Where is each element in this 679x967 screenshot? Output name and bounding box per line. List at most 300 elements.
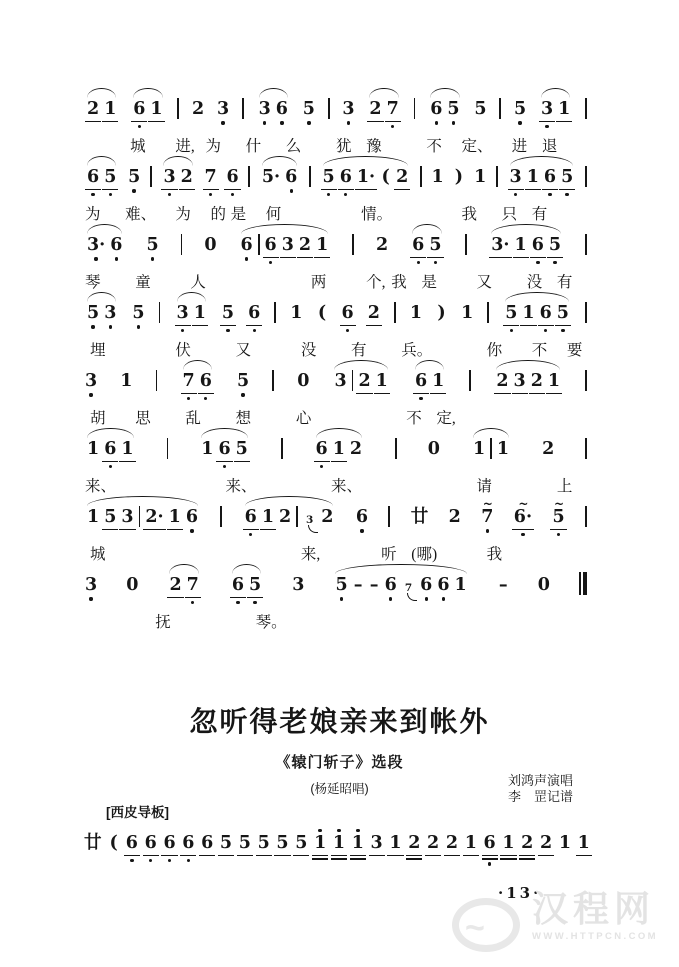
- note-number: 1·: [356, 167, 376, 187]
- final-barline-thick: [583, 572, 587, 595]
- beam-underline: [131, 121, 147, 123]
- note-below-marks: [340, 187, 352, 202]
- note-below-marks: [342, 323, 354, 338]
- note: [557, 292, 569, 338]
- note: [146, 224, 158, 270]
- note-number: 6: [341, 303, 354, 323]
- note-number: 3: [281, 235, 294, 255]
- note-below-marks: [387, 119, 399, 134]
- note: [297, 360, 309, 406]
- note: [220, 822, 232, 868]
- note-below-marks: [455, 595, 467, 610]
- octave-dot-above: [356, 829, 359, 832]
- note-below-marks: [473, 459, 485, 474]
- note-number: 1: [522, 303, 535, 323]
- lyrics-row: [85, 406, 587, 428]
- lyric-syllable: 定、: [461, 138, 493, 155]
- octave-dot-below: [138, 125, 141, 128]
- beam-underline: [530, 257, 546, 259]
- note-below-marks: [376, 391, 388, 406]
- note: [303, 88, 315, 134]
- note-number: 1: [150, 99, 163, 119]
- note-below-marks: [498, 595, 509, 610]
- beam-underline: [550, 529, 566, 531]
- beam-underline: [394, 189, 410, 191]
- note-number: 2: [408, 833, 421, 853]
- note-number: 2: [427, 833, 440, 853]
- lyric-syllable: 请: [476, 478, 493, 495]
- note-number: 0: [204, 235, 217, 255]
- beam-underline: [340, 325, 356, 327]
- beam-underline: [199, 855, 215, 857]
- note-below-marks: [446, 853, 458, 868]
- note: [369, 564, 380, 610]
- note-number: 6: [285, 167, 298, 187]
- note: [241, 224, 253, 270]
- beam-underline: [180, 855, 196, 857]
- note-number: 2: [87, 99, 100, 119]
- note-below-marks: [430, 119, 442, 134]
- note-below-marks: [531, 391, 543, 406]
- note: [412, 224, 424, 270]
- octave-dot-above: [337, 829, 340, 832]
- octave-dot-below: [209, 193, 212, 196]
- note: [334, 360, 346, 406]
- note-below-marks: [453, 187, 464, 202]
- barline: [395, 438, 397, 459]
- slur-group: [239, 224, 331, 270]
- beam-underline: [519, 855, 535, 857]
- lyric-syllable: 不: [406, 410, 422, 427]
- slur-group: [181, 360, 214, 406]
- note-number: 1: [121, 439, 134, 459]
- note-below-marks: [465, 853, 477, 868]
- beam-underline: [331, 461, 347, 463]
- note: [321, 496, 333, 542]
- note-below-marks: [514, 119, 526, 134]
- note-below-marks: [314, 853, 326, 868]
- beam-underline: [247, 597, 263, 599]
- lyric-syllable: 来,: [300, 546, 321, 563]
- lyric-syllable: 上: [556, 478, 573, 495]
- note-number: 1: [432, 371, 445, 391]
- slur-group: [85, 428, 136, 474]
- note-below-marks: [217, 119, 229, 134]
- note-number: 0: [297, 371, 310, 391]
- note-number: 3: [258, 99, 271, 119]
- octave-dot-below: [536, 261, 539, 264]
- beam-underline: [556, 121, 572, 123]
- octave-dot-below: [419, 397, 422, 400]
- tremolo-mark: ~: [554, 497, 564, 511]
- note: [544, 156, 556, 202]
- note: [205, 156, 217, 202]
- note: [104, 156, 116, 202]
- note: [548, 360, 560, 406]
- note-below-marks: [561, 187, 573, 202]
- octave-dot-below: [389, 597, 392, 600]
- notes-row: [85, 360, 587, 406]
- lyric-syllable: 心: [295, 410, 312, 427]
- note-number: 1: [547, 371, 561, 391]
- note-below-marks: [150, 119, 162, 134]
- note: [133, 88, 145, 134]
- music-line: [84, 822, 590, 890]
- note: [169, 496, 181, 542]
- note-number: 7: [204, 167, 217, 187]
- note-below-marks: [126, 853, 138, 868]
- note: [248, 292, 260, 338]
- octave-dot-below: [149, 859, 152, 862]
- barline: [281, 438, 283, 459]
- beam-underline: [463, 855, 479, 857]
- note-number: 6: [244, 507, 257, 527]
- lyrics-row: [85, 134, 587, 156]
- note-number: 6: [315, 439, 328, 459]
- note-number: 5: [104, 507, 117, 527]
- slur-group: [257, 88, 290, 134]
- lyrics-row: [85, 610, 587, 632]
- note: [491, 224, 509, 270]
- note-number: 5: [87, 303, 100, 323]
- slur-group: [175, 292, 208, 338]
- octave-dot-below: [109, 193, 112, 196]
- octave-dot-below: [190, 529, 193, 532]
- barline: [159, 302, 161, 323]
- lyric-syllable: 城: [130, 138, 146, 155]
- note-below-marks: [389, 853, 401, 868]
- watermark-name: 汉程网: [532, 888, 656, 929]
- note: [497, 428, 509, 474]
- note: [538, 564, 550, 610]
- slur-group: [494, 360, 562, 406]
- octave-dot-below: [435, 121, 438, 124]
- beam-underline: [520, 325, 536, 327]
- note-number: 3: [85, 575, 98, 595]
- beam-underline: [216, 461, 232, 463]
- note-number: 2: [367, 303, 380, 323]
- note-below-marks: [201, 459, 213, 474]
- note: [540, 292, 552, 338]
- beam-underline: [263, 257, 279, 259]
- note-below-marks: [295, 853, 307, 868]
- note: [411, 496, 429, 542]
- note-below-marks: [538, 595, 550, 610]
- lyric-syllable: 是: [421, 274, 437, 291]
- note-number: 1: [193, 303, 206, 323]
- note-below-marks: [540, 323, 552, 338]
- note: [455, 564, 467, 610]
- note-below-marks: [481, 527, 493, 542]
- note: [186, 496, 198, 542]
- note: [192, 88, 204, 134]
- octave-dot-below: [241, 393, 244, 396]
- note-below-marks: [248, 323, 260, 338]
- octave-dot-below: [417, 261, 420, 264]
- note: [429, 224, 441, 270]
- note: [121, 428, 133, 474]
- note-below-marks: [218, 459, 230, 474]
- slur-group: [85, 224, 124, 270]
- lyric-syllable: 城: [90, 546, 106, 563]
- note: [502, 822, 514, 868]
- note: [276, 88, 288, 134]
- note-below-marks: [133, 119, 145, 134]
- lyric-syllable: 何: [265, 206, 282, 223]
- slur-group: [410, 224, 443, 270]
- barline: [585, 234, 587, 255]
- note-number: ): [454, 167, 464, 187]
- singer-note: (杨延昭唱): [310, 782, 369, 796]
- slur-group: [260, 156, 299, 202]
- beam-underline: [500, 855, 516, 857]
- note: [350, 428, 362, 474]
- beam-underline: [338, 189, 354, 191]
- note-number: 2: [496, 371, 509, 391]
- note-number: 6: [355, 507, 369, 527]
- note-below-marks: [262, 187, 280, 202]
- lyric-syllable: 定,: [436, 410, 456, 427]
- note-below-marks: [258, 853, 270, 868]
- beam-underline: [102, 529, 118, 531]
- lyric-syllable: 我: [461, 206, 478, 223]
- note-below-marks: [237, 391, 249, 406]
- note-number: 6: [414, 371, 428, 391]
- note: [295, 822, 307, 868]
- watermark-text: [532, 888, 658, 942]
- barline: [177, 98, 179, 119]
- note-below-marks: [321, 527, 333, 542]
- lyric-syllable: 抚: [155, 614, 171, 631]
- note-below-marks: [527, 187, 539, 202]
- note-below-marks: [259, 119, 271, 134]
- beam-underline: [243, 529, 259, 531]
- octave-dot-below: [91, 325, 94, 328]
- credit-notator: 李 罡记谱: [508, 788, 574, 804]
- lyric-syllable: 胡: [90, 410, 106, 427]
- note: [481, 496, 493, 542]
- note-below-marks: [169, 595, 181, 610]
- beam-underline: [230, 597, 246, 599]
- note-number: 6: [483, 833, 496, 853]
- note-number: 5: [561, 167, 574, 187]
- note-number: 5: [429, 235, 442, 255]
- beam-underline: [406, 855, 422, 857]
- note-number: 2: [369, 99, 382, 119]
- note-below-marks: [236, 459, 248, 474]
- note-below-marks: [376, 255, 388, 270]
- note: [389, 822, 401, 868]
- notes-row: [85, 292, 587, 338]
- note-below-marks: [85, 391, 97, 406]
- note: [104, 428, 116, 474]
- note-number: 3·: [491, 235, 510, 255]
- barline: [465, 234, 467, 255]
- lyric-syllable: 琴: [85, 274, 101, 291]
- beam-underline: [260, 529, 276, 531]
- note-below-marks: [544, 187, 556, 202]
- note-number: 3: [509, 167, 522, 187]
- lyrics-row: [85, 474, 587, 496]
- note-number: 6: [430, 99, 443, 119]
- note: [371, 822, 383, 868]
- note: [514, 360, 526, 406]
- beam-underline: [119, 529, 135, 531]
- beam-underline: [312, 858, 328, 860]
- note-number: 1: [431, 167, 444, 187]
- section-tag: [西皮导板]: [106, 805, 169, 820]
- note-number: 6: [185, 507, 199, 527]
- slur-group: [85, 88, 118, 134]
- note-below-marks: [558, 119, 570, 134]
- lyric-syllable: 两: [310, 274, 327, 291]
- note-number: 6: [384, 575, 397, 595]
- note: [505, 292, 517, 338]
- note-below-marks: [514, 391, 526, 406]
- coda-notation-block: [84, 822, 590, 890]
- beam-underline: [314, 461, 330, 463]
- octave-dot-below: [263, 121, 266, 124]
- note: [262, 496, 274, 542]
- octave-dot-below: [510, 329, 513, 332]
- final-barline-thin: [579, 572, 581, 595]
- beam-underline: [387, 855, 403, 857]
- note-below-marks: [396, 187, 408, 202]
- note: [276, 822, 288, 868]
- note: [358, 360, 370, 406]
- note: [200, 360, 212, 406]
- note-below-marks: [220, 853, 232, 868]
- lyric-syllable: 听: [381, 546, 397, 563]
- beam-underline: [331, 858, 347, 860]
- slur-group: [85, 156, 118, 202]
- note-number: 2: [375, 235, 389, 255]
- note: [316, 224, 328, 270]
- note-below-marks: [285, 187, 297, 202]
- lyrics-row: [85, 338, 587, 360]
- note-number: 6: [87, 167, 100, 187]
- note-below-marks: [299, 255, 311, 270]
- note: [542, 428, 554, 474]
- slur-group: [131, 88, 164, 134]
- beam-underline: [512, 529, 534, 531]
- note: [290, 292, 302, 338]
- note-below-marks: [371, 853, 383, 868]
- note: [420, 564, 432, 610]
- beam-underline: [143, 855, 159, 857]
- note-number: 5: [128, 167, 141, 187]
- barline: [585, 98, 587, 119]
- note: [222, 292, 234, 338]
- octave-dot-below: [360, 529, 363, 532]
- note-number: –: [369, 575, 379, 595]
- lyric-syllable: 乱: [185, 410, 201, 427]
- barline: [585, 166, 587, 187]
- octave-dot-below: [347, 121, 350, 124]
- note-below-marks: [249, 595, 261, 610]
- note-below-marks: [200, 391, 212, 406]
- beam-underline: [542, 189, 558, 191]
- beam-underline: [500, 858, 516, 860]
- note-number: 2: [540, 833, 553, 853]
- note: [201, 428, 213, 474]
- octave-dot-below: [327, 193, 330, 196]
- barline: [242, 98, 244, 119]
- note-below-marks: [497, 459, 509, 474]
- note-number: 1: [558, 99, 571, 119]
- beam-underline: [175, 325, 191, 327]
- beam-underline: [102, 121, 118, 123]
- note: [87, 292, 99, 338]
- note-number: 1: [472, 439, 486, 459]
- note-number: 5: [505, 303, 518, 323]
- note-below-marks: [163, 187, 175, 202]
- barline: [585, 506, 587, 527]
- octave-dot-below: [434, 261, 437, 264]
- note-number: 1: [526, 167, 539, 187]
- note-below-marks: [484, 853, 496, 868]
- note-number: 7: [481, 507, 494, 527]
- note-number: 6: [531, 235, 544, 255]
- note: [323, 156, 335, 202]
- octave-dot-below: [553, 261, 556, 264]
- barline: [139, 506, 141, 527]
- note-number: 1: [464, 833, 477, 853]
- note-below-marks: [163, 853, 175, 868]
- note-number: 3: [342, 99, 355, 119]
- note: [204, 224, 216, 270]
- notes-row: [85, 156, 587, 202]
- music-line: [85, 224, 587, 292]
- note-number: 1: [351, 833, 364, 853]
- note: [183, 360, 195, 406]
- note: [357, 156, 375, 202]
- note: [84, 822, 102, 868]
- octave-dot-below: [545, 125, 548, 128]
- note-below-marks: [333, 853, 345, 868]
- note-below-marks: [85, 595, 97, 610]
- beam-underline: [293, 855, 309, 857]
- note-below-marks: [350, 459, 362, 474]
- note-number: 5: [335, 575, 348, 595]
- note-below-marks: [369, 595, 380, 610]
- note-number: 5: [513, 99, 527, 119]
- beam-underline: [167, 597, 183, 599]
- note: [333, 428, 345, 474]
- note-number: 1: [168, 507, 181, 527]
- note-number: 5: [219, 833, 233, 853]
- lyric-syllable: 是: [230, 206, 247, 223]
- note-below-marks: [369, 119, 381, 134]
- beam-underline: [192, 325, 208, 327]
- slur-group: [230, 564, 263, 610]
- octave-dot-below: [425, 597, 428, 600]
- beam-underline: [538, 855, 554, 857]
- note-below-marks: [316, 459, 328, 474]
- note-number: 2: [180, 167, 193, 187]
- beam-underline: [280, 257, 296, 259]
- beam-underline: [444, 855, 460, 857]
- note-below-marks: [192, 119, 204, 134]
- octave-dot-below: [91, 193, 94, 196]
- beam-underline: [555, 325, 571, 327]
- slur-group: [367, 88, 400, 134]
- note-number: 2: [521, 833, 534, 853]
- lyric-syllable: 不: [426, 138, 442, 155]
- slur-group: [489, 224, 563, 270]
- note-below-marks: [316, 255, 328, 270]
- note: [104, 496, 116, 542]
